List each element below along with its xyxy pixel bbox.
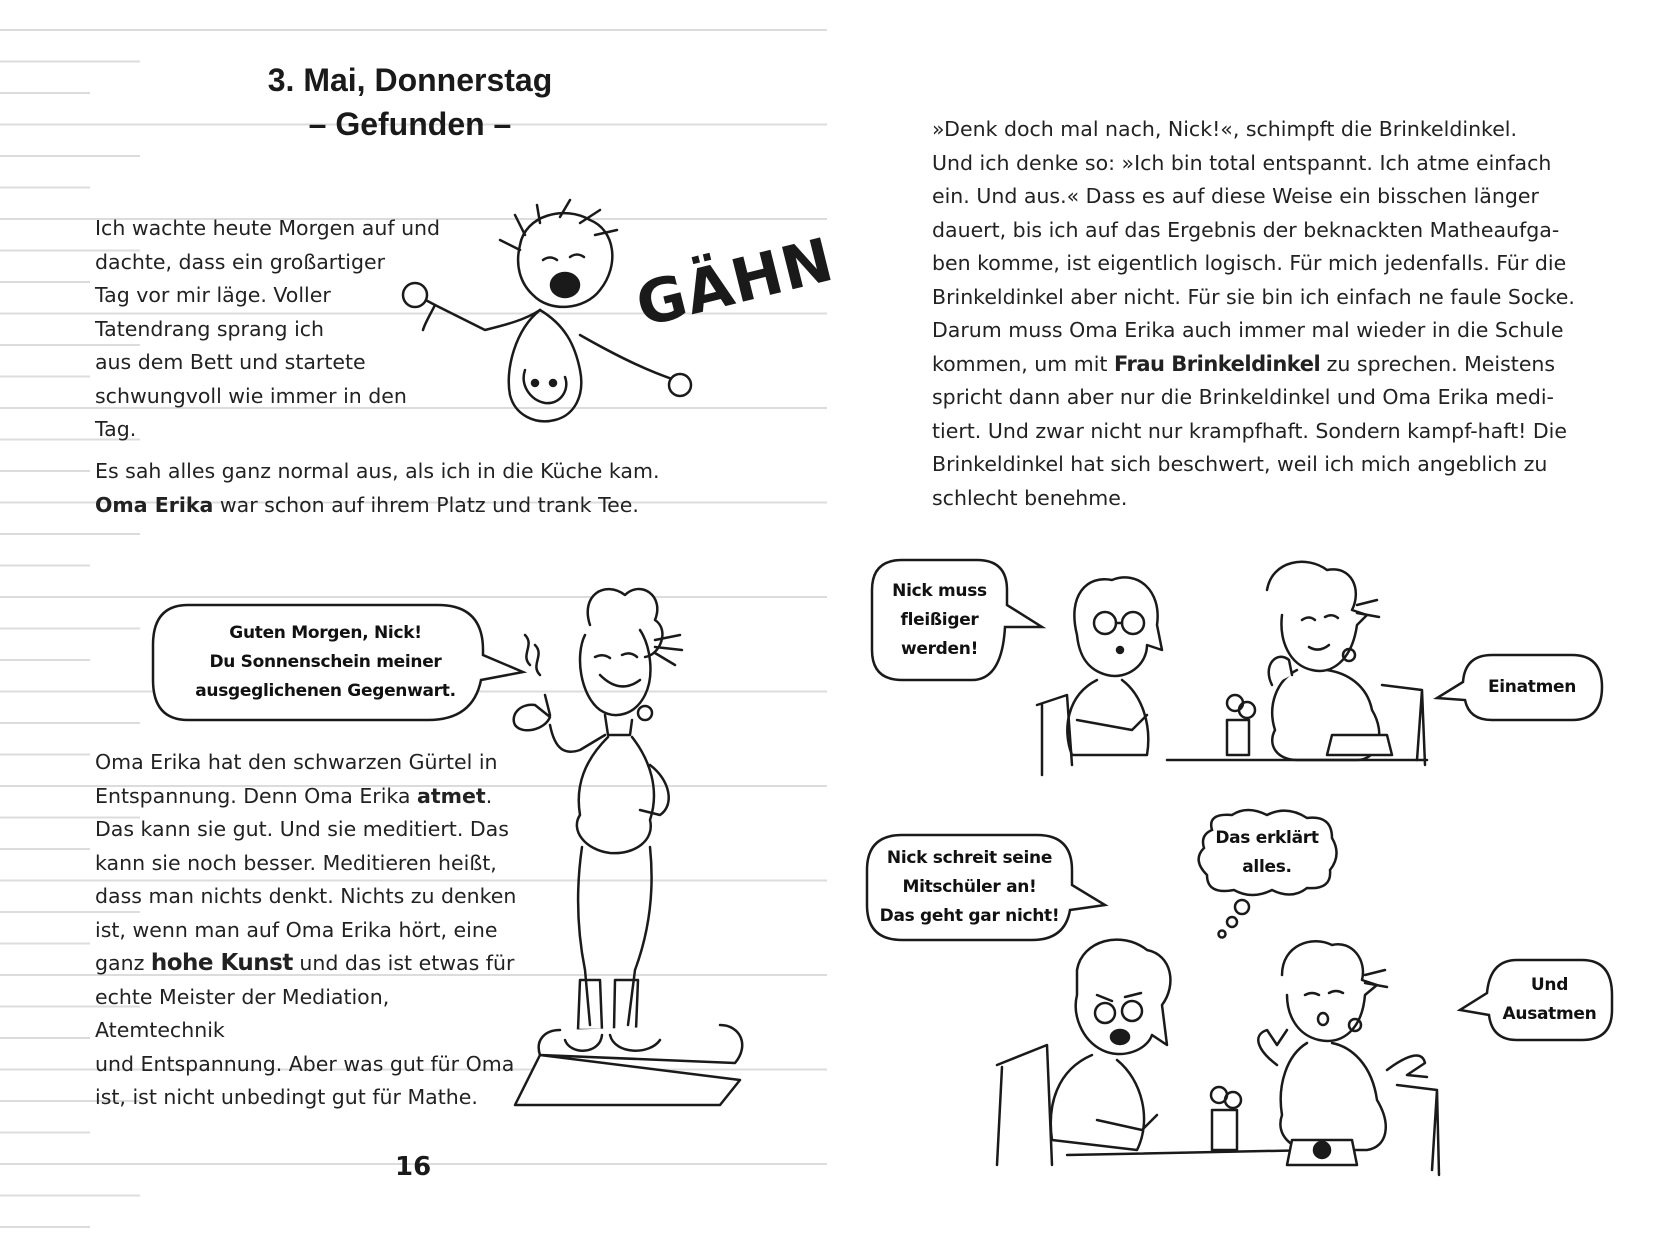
thought-bubble-text: Das erklärt alles. — [1215, 827, 1319, 877]
text-line: tiert. Und zwar nicht nur krampfhaft. Sondern kampf-haft! Die — [932, 418, 1567, 443]
text-line — [95, 947, 525, 981]
paragraph-kitchen — [95, 455, 735, 522]
text-line: kann sie noch besser. Meditieren heißt, — [95, 850, 497, 875]
comic-emphasis: Frau Brinkeldinkel — [1113, 351, 1321, 376]
bold-name: Oma Erika — [95, 492, 214, 517]
text-line: Oma Erika hat den schwarzen Gürtel in — [95, 750, 498, 774]
text-line: Tag vor mir läge. Voller — [95, 283, 331, 307]
text-line: spricht dann aber nur die Brinkeldinkel und Oma Erika medi- — [932, 385, 1554, 409]
bold-word: atmet — [417, 783, 486, 808]
chapter-heading-date: 3. Mai, Donnerstag — [267, 62, 553, 98]
text-line — [932, 348, 1632, 382]
text-span: und das ist etwas für — [292, 951, 515, 975]
text-line: Darum muss Oma Erika auch immer mal wieder in die Schule — [932, 318, 1564, 342]
text-line: Und ich denke so: »Ich bin total entspannt. Ich atme einfach — [932, 150, 1552, 175]
text-line: dass man nichts denkt. Nichts zu denken — [95, 884, 517, 908]
text-line: Das kann sie gut. Und sie meditiert. Das — [95, 817, 509, 841]
text-line: schlecht benehme. — [932, 485, 1128, 510]
speech-bubble-teacher-2 — [862, 830, 1077, 945]
text-span: war schon auf ihrem Platz und trank Tee. — [213, 492, 639, 517]
speech-bubble-oma-exhale — [1482, 955, 1617, 1045]
speech-bubble-text: Und Ausatmen — [1502, 975, 1597, 1024]
text-span: Entspannung. Denn Oma Erika — [95, 783, 418, 808]
yawning-boy-illustration — [375, 205, 735, 455]
text-line: dauert, bis ich auf das Ergebnis der beknackten Matheaufga- — [932, 217, 1560, 242]
paragraph-brinkeldinkel — [932, 113, 1632, 515]
text-line: und Entspannung. Aber was gut für Oma — [95, 1051, 515, 1076]
teacher-and-oma-meeting-illustration — [1027, 555, 1457, 810]
text-line: schwungvoll wie immer in den — [95, 383, 407, 408]
comic-emphasis: hohe Kunst — [150, 950, 293, 976]
text-span: ganz — [95, 951, 151, 975]
speech-bubble-text: Guten Morgen, Nick! Du Sonnenschein meiner ausgeglichenen Gegenwart. — [195, 623, 456, 701]
text-line: echte Meister der Mediation, Atemtechnik — [95, 984, 390, 1042]
text-line: aus dem Bett und startete — [95, 350, 366, 374]
text-line: ist, ist nicht unbedingt gut für Mathe. — [95, 1085, 478, 1109]
text-line: ben komme, ist eigentlich logisch. Für mich jedenfalls. Für die — [932, 251, 1567, 275]
speech-bubble-text: Nick muss fleißiger werden! — [892, 580, 987, 659]
text-line: Tatendrang sprang ich — [95, 316, 325, 341]
text-line: ein. Und aus.« Dass es auf diese Weise ein bisschen länger — [932, 184, 1539, 208]
text-span: kommen, um mit — [932, 351, 1114, 376]
text-line: dachte, dass ein großartiger — [95, 249, 386, 274]
right-page — [827, 0, 1654, 1252]
page-number: 16 — [395, 1152, 432, 1182]
text-line: Tag. — [95, 417, 137, 441]
text-span: . — [485, 783, 493, 808]
text-line: Brinkeldinkel aber nicht. Für sie bin ich einfach ne faule Socke. — [932, 284, 1575, 309]
text-line: ist, wenn man auf Oma Erika hört, eine — [95, 917, 498, 942]
speech-bubble-text: Nick schreit seine Mitschüler an! Das geht gar nicht! — [879, 848, 1060, 926]
thought-bubble — [1192, 810, 1342, 895]
text-line: Ich wachte heute Morgen auf und — [95, 216, 441, 240]
text-line: »Denk doch mal nach, Nick!«, schimpft die Brinkeldinkel. — [932, 117, 1518, 141]
speech-bubble-oma-inhale — [1457, 650, 1607, 725]
text-line: Brinkeldinkel hat sich beschwert, weil ich mich angeblich zu — [932, 452, 1548, 476]
text-line: Es sah alles ganz normal aus, als ich in die Küche kam. — [95, 459, 660, 483]
oma-erika-illustration — [510, 585, 760, 1125]
text-line — [95, 489, 735, 523]
speech-bubble-text: Einatmen — [1487, 677, 1577, 697]
text-line — [95, 780, 525, 814]
chapter-heading-title: – Gefunden – — [308, 106, 512, 142]
paragraph-oma-erika — [95, 746, 525, 1115]
sound-effect-yawn: GÄHN — [629, 224, 841, 342]
teacher-shouting-oma-meditating-illustration — [957, 935, 1477, 1200]
speech-bubble-teacher-1 — [867, 555, 1012, 685]
speech-bubble-oma-greeting — [148, 600, 503, 725]
text-span: zu sprechen. Meistens — [1320, 351, 1556, 376]
